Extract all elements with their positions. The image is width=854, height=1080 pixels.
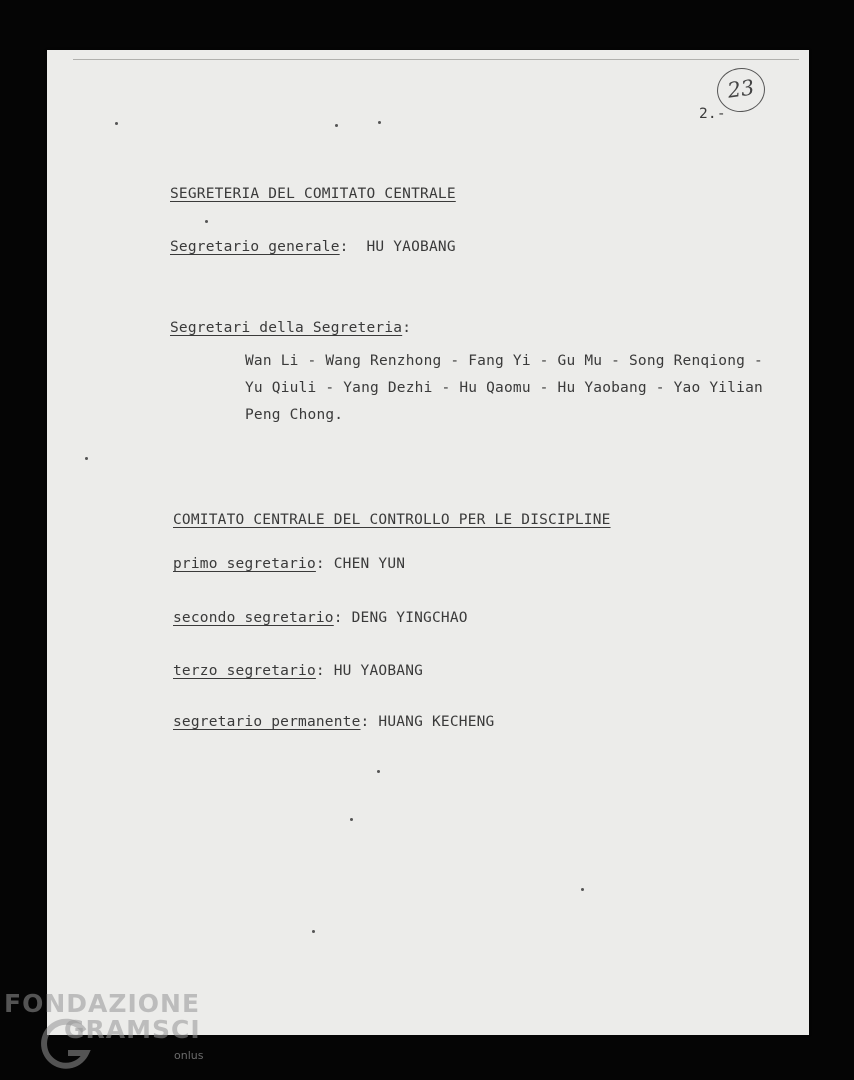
role-label: primo segretario: [173, 556, 316, 572]
names-line: Yu Qiuli - Yang Dezhi - Hu Qaomu - Hu Yaobang - Yao Yilian: [245, 380, 763, 396]
fondazione-gramsci-watermark: [4, 985, 234, 1077]
names-line: Peng Chong.: [245, 407, 344, 423]
paper-speck: [335, 124, 338, 127]
paper-speck: [581, 888, 584, 891]
secretaries-colon: :: [402, 320, 412, 336]
role-value: : HUANG KECHENG: [360, 714, 495, 730]
watermark-line2: GRAMSCI: [64, 1015, 201, 1044]
watermark-line1: FONDAZIONE: [4, 989, 201, 1018]
role-line: [173, 714, 494, 730]
paper-speck: [378, 121, 381, 124]
paper-speck: [377, 770, 380, 773]
section-heading-segreteria: SEGRETERIA DEL COMITATO CENTRALE: [170, 186, 456, 202]
general-secretary-label: Segretario generale: [170, 239, 340, 255]
secretaries-line: [170, 320, 411, 336]
secretaries-names: [245, 348, 763, 429]
paper-speck: [205, 220, 208, 223]
role-label: segretario permanente: [173, 714, 361, 730]
role-value: : DENG YINGCHAO: [333, 610, 468, 626]
document-page: [47, 50, 809, 1035]
names-line: Wan Li - Wang Renzhong - Fang Yi - Gu Mu - Song Renqiong -: [245, 353, 763, 369]
role-label: secondo segretario: [173, 610, 334, 626]
paper-speck: [312, 930, 315, 933]
paper-speck: [350, 818, 353, 821]
paper-speck: [85, 457, 88, 460]
section-heading-controllo: COMITATO CENTRALE DEL CONTROLLO PER LE DISCIPLINE: [173, 512, 611, 528]
archive-number-stamp: 23: [714, 65, 768, 115]
role-value: : HU YAOBANG: [315, 663, 424, 679]
role-label: terzo segretario: [173, 663, 316, 679]
role-line: [173, 663, 423, 679]
page-number: 2.-: [699, 106, 726, 122]
role-line: [173, 610, 468, 626]
general-secretary-value: : HU YAOBANG: [339, 239, 456, 255]
role-value: : CHEN YUN: [315, 556, 406, 572]
general-secretary-line: [170, 239, 456, 255]
watermark-onlus: onlus: [174, 1049, 204, 1062]
role-line: [173, 556, 405, 572]
paper-speck: [115, 122, 118, 125]
secretaries-label: Segretari della Segreteria: [170, 320, 403, 336]
